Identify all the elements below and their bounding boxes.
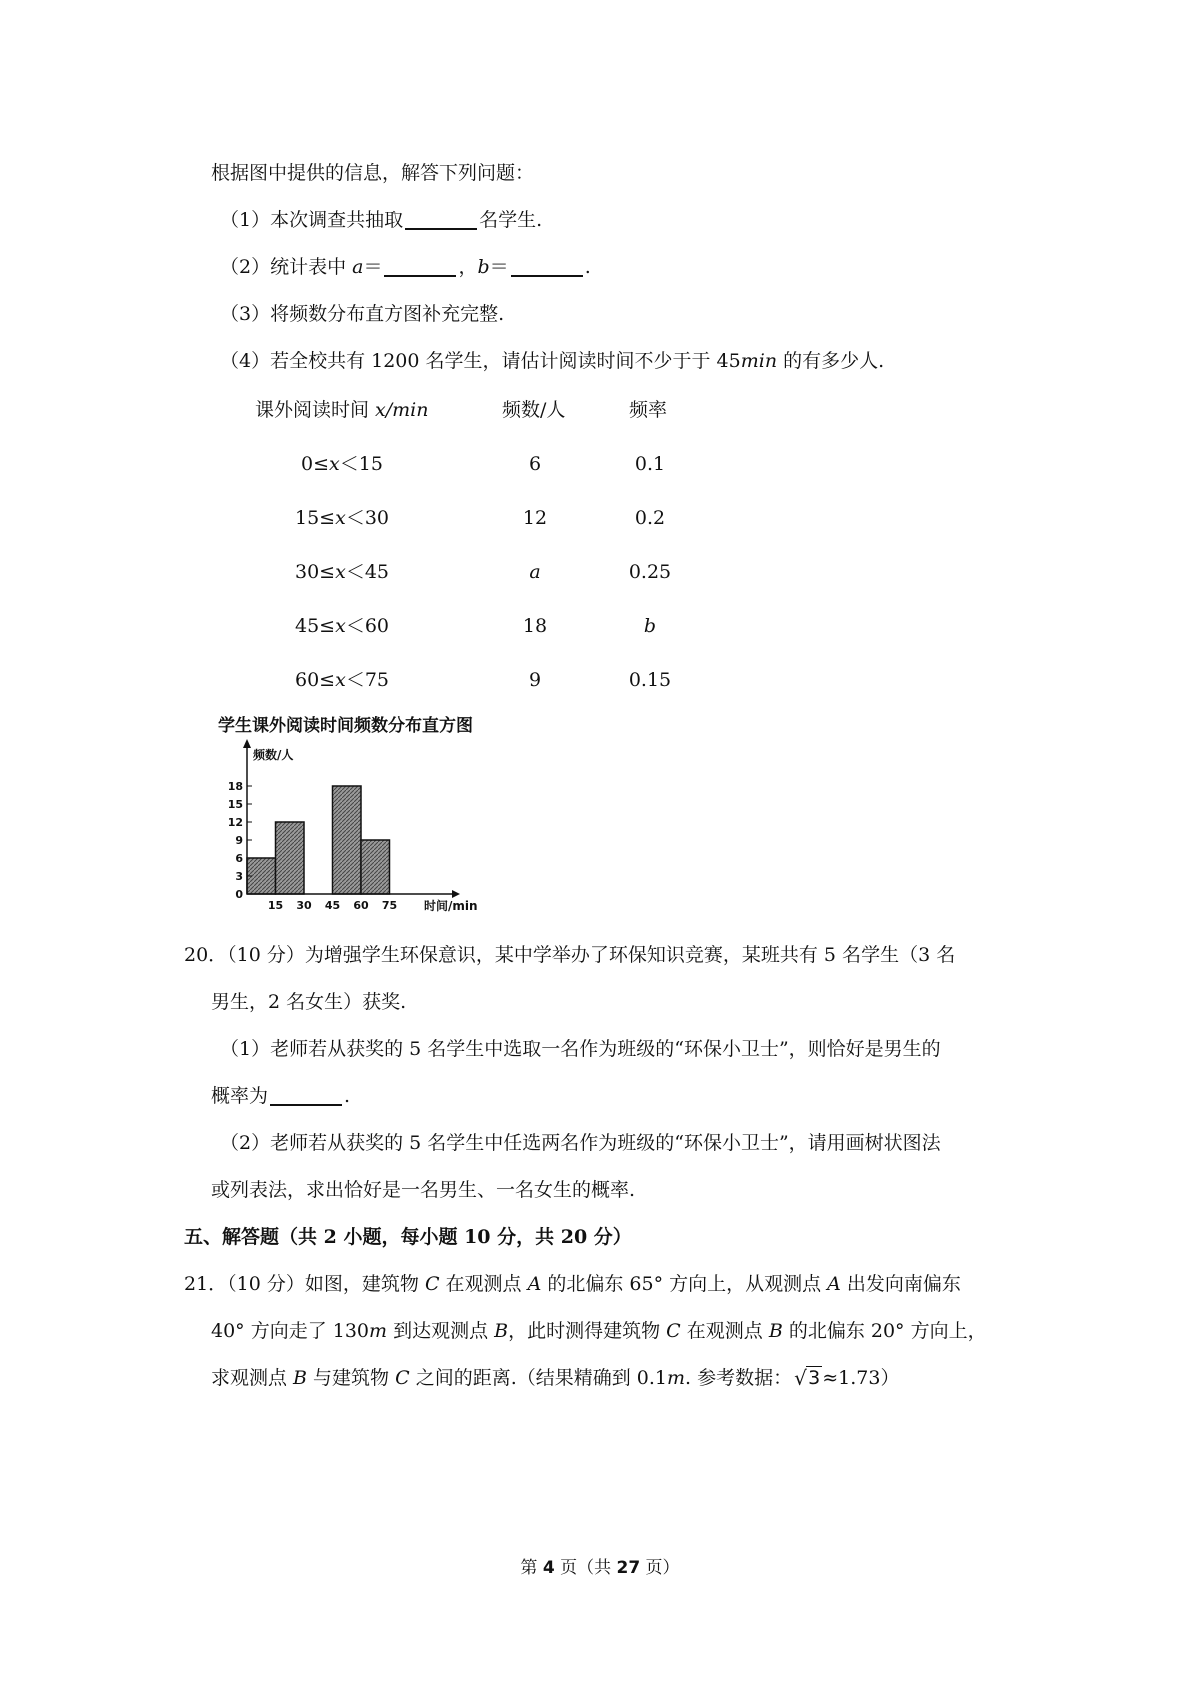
interval-lower: 45≤ — [294, 615, 336, 637]
question-3: （3）将频数分布直方图补充完整. — [220, 303, 505, 325]
q21-text: 在观测点 — [439, 1273, 528, 1295]
table-cell-frequency: 6 — [528, 453, 542, 475]
q21-text: . 参考数据： — [685, 1367, 793, 1389]
q21-text: ≈1.73） — [822, 1367, 900, 1389]
var-a: a — [352, 256, 364, 278]
x-tick-label: 15 — [267, 899, 284, 912]
q20-part1-tail: . — [344, 1085, 351, 1107]
y-tick-label: 0 — [235, 888, 243, 901]
q21-line-1 — [184, 1271, 961, 1297]
q21-text: 40° 方向走了 130 — [211, 1320, 370, 1342]
interval-lower: 60≤ — [294, 669, 336, 691]
question-4-tail: 的有多少人. — [777, 350, 885, 372]
interval-var: x — [335, 669, 346, 691]
table-cell-interval — [262, 451, 422, 477]
interval-upper: ＜75 — [345, 669, 389, 691]
radicand: 3 — [808, 1367, 821, 1389]
x-axis-arrow-icon — [452, 890, 460, 898]
x-tick-label: 45 — [324, 899, 341, 912]
intro-text: 根据图中提供的信息，解答下列问题： — [211, 162, 535, 184]
interval-lower: 0≤ — [301, 453, 330, 475]
question-1-text: （1）本次调查共抽取 — [220, 209, 404, 231]
answer-blank-b — [511, 275, 583, 277]
q20-line-2: 男生，2 名女生）获奖. — [211, 991, 407, 1013]
page-number: 4 — [542, 1558, 555, 1578]
footer-text: 第 — [520, 1558, 543, 1578]
interval-var: x — [335, 507, 346, 529]
period: . — [584, 256, 591, 278]
table-cell-rate: b — [643, 615, 657, 637]
interval-var: x — [335, 561, 346, 583]
header-time-label: 课外阅读时间 — [255, 399, 376, 421]
table-cell-frequency: a — [529, 561, 541, 583]
answer-blank — [405, 228, 477, 230]
histogram-bar — [361, 840, 390, 894]
equals-sign-2: ＝ — [489, 256, 509, 278]
answer-blank-a — [384, 275, 456, 277]
question-2 — [220, 254, 591, 280]
q20-part1-text: 概率为 — [211, 1085, 269, 1107]
q20-part1-line-2 — [211, 1083, 350, 1109]
answer-blank-q20 — [270, 1104, 342, 1106]
table-cell-rate: 0.25 — [628, 561, 672, 583]
footer-text: 页） — [640, 1558, 680, 1578]
equals-sign: ＝ — [363, 256, 383, 278]
interval-upper: ＜60 — [345, 615, 389, 637]
y-tick-label: 18 — [227, 780, 243, 793]
x-axis-label: 时间/min — [424, 899, 478, 913]
q20-part2-line-2: 或列表法，求出恰好是一名男生、一名女生的概率. — [211, 1179, 636, 1201]
table-cell-rate: 0.15 — [628, 669, 672, 691]
interval-var: x — [335, 615, 346, 637]
q20-line-1: 20．（10 分）为增强学生环保意识，某中学举办了环保知识竞赛，某班共有 5 名学生（3 名 — [184, 944, 956, 966]
unit-min: min — [740, 350, 778, 372]
y-axis-arrow-icon — [243, 739, 251, 748]
q21-text: 之间的距离.（结果精确到 0.1 — [409, 1367, 667, 1389]
question-4 — [220, 348, 884, 374]
var-B: B — [293, 1367, 308, 1389]
header-time-var: x/min — [375, 399, 429, 421]
chart-title: 学生课外阅读时间频数分布直方图 — [218, 716, 473, 736]
footer-text: 页（共 — [554, 1558, 617, 1578]
square-root — [794, 1365, 822, 1391]
interval-upper: ＜30 — [345, 507, 389, 529]
table-cell-interval — [262, 667, 422, 693]
q21-text: 求观测点 — [211, 1367, 294, 1389]
section-5-heading: 五、解答题（共 2 小题，每小题 10 分，共 20 分） — [184, 1226, 632, 1248]
q21-text: 21．（10 分）如图，建筑物 — [184, 1273, 425, 1295]
histogram-chart — [222, 738, 502, 918]
table-header-rate: 频率 — [629, 399, 668, 421]
table-cell-interval — [262, 559, 422, 585]
page-total: 27 — [616, 1558, 641, 1578]
q20-part1-line-1: （1）老师若从获奖的 5 名学生中选取一名作为班级的“环保小卫士”，则恰好是男生的 — [220, 1038, 941, 1060]
var-C: C — [424, 1273, 440, 1295]
histogram-bar — [276, 822, 305, 894]
comma: ， — [458, 256, 478, 278]
x-tick-label: 30 — [296, 899, 312, 912]
question-4-text: （4）若全校共有 1200 名学生，请估计阅读时间不少于于 45 — [220, 350, 741, 372]
var-A: A — [527, 1273, 542, 1295]
interval-upper: ＜15 — [339, 453, 383, 475]
histogram-bar — [333, 786, 362, 894]
page-footer — [0, 1553, 1200, 1578]
q21-text: 到达观测点 — [387, 1320, 495, 1342]
y-tick-label: 3 — [235, 870, 243, 883]
table-cell-rate: 0.2 — [634, 507, 666, 529]
q21-text: 出发向南偏东 — [840, 1273, 961, 1295]
q21-line-2 — [211, 1318, 987, 1344]
x-tick-label: 60 — [353, 899, 369, 912]
y-tick-label: 9 — [235, 834, 243, 847]
q21-line-3 — [211, 1365, 899, 1391]
q21-text: 的北偏东 65° 方向上，从观测点 — [541, 1273, 828, 1295]
y-axis-label: 频数/人 — [253, 748, 294, 762]
table-cell-rate: 0.1 — [634, 453, 666, 475]
var-A: A — [827, 1273, 841, 1295]
question-1 — [220, 207, 542, 233]
q21-text: 与建筑物 — [307, 1367, 396, 1389]
q21-text: ，此时测得建筑物 — [508, 1320, 667, 1342]
q20-part2-line-1: （2）老师若从获奖的 5 名学生中任选两名作为班级的“环保小卫士”，请用画树状图法 — [220, 1132, 941, 1154]
x-tick-label: 75 — [381, 899, 398, 912]
table-cell-frequency: 12 — [522, 507, 548, 529]
var-b: b — [477, 256, 490, 278]
table-cell-interval — [262, 505, 422, 531]
var-C: C — [666, 1320, 681, 1342]
interval-var: x — [329, 453, 340, 475]
y-tick-label: 15 — [227, 798, 243, 811]
var-C: C — [395, 1367, 410, 1389]
table-cell-frequency: 9 — [528, 669, 542, 691]
question-2-text: （2）统计表中 — [220, 256, 353, 278]
var-B: B — [768, 1320, 783, 1342]
q21-text: 的北偏东 20° 方向上， — [782, 1320, 987, 1342]
table-header-frequency: 频数/人 — [502, 399, 566, 421]
y-tick-label: 12 — [227, 816, 243, 829]
question-1-tail: 名学生. — [479, 209, 543, 231]
interval-lower: 15≤ — [294, 507, 336, 529]
unit-m: m — [667, 1367, 686, 1389]
q21-text: 在观测点 — [680, 1320, 769, 1342]
table-cell-interval — [262, 613, 422, 639]
interval-lower: 30≤ — [294, 561, 336, 583]
interval-upper: ＜45 — [345, 561, 389, 583]
unit-m: m — [369, 1320, 388, 1342]
y-tick-label: 6 — [235, 852, 243, 865]
table-cell-frequency: 18 — [522, 615, 548, 637]
radical-sign-icon: √ — [794, 1366, 807, 1390]
var-B: B — [494, 1320, 509, 1342]
table-header-time — [255, 397, 429, 423]
